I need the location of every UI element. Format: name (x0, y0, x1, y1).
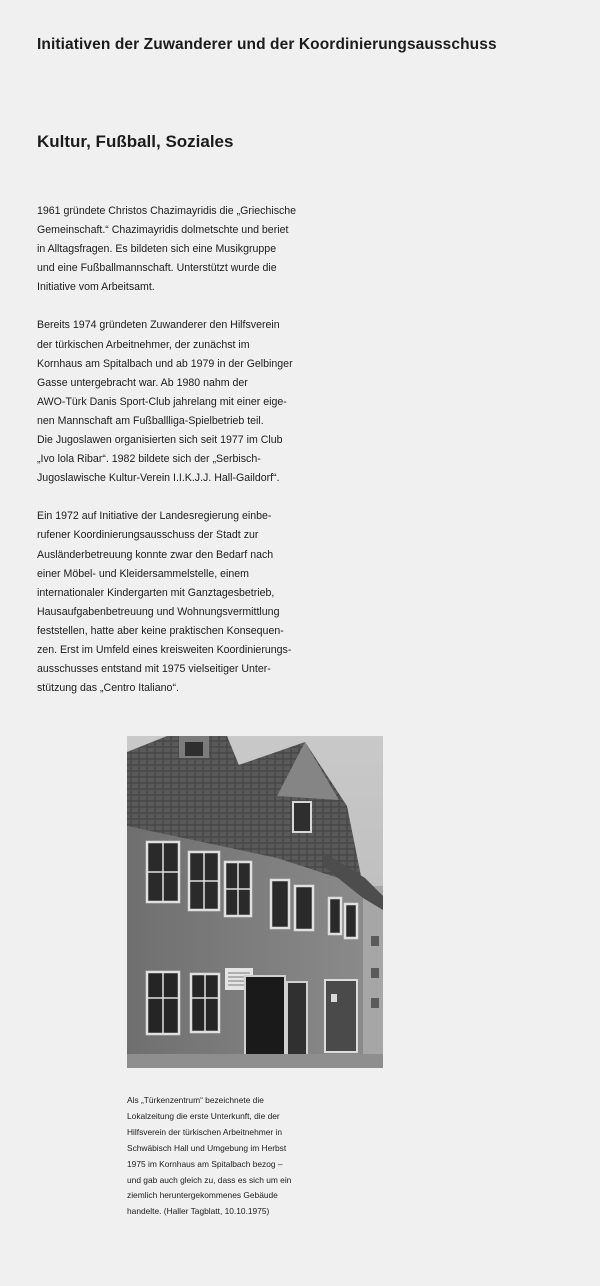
text-line: internationaler Kindergarten mit Ganztagesbetrieb, (37, 586, 275, 599)
header-title: Initiativen der Zuwanderer und der Koordinierungsausschuss (37, 36, 497, 53)
text-line: stützung das „Centro Italiano“. (37, 682, 179, 695)
text-line: Initiative vom Arbeitsamt. (37, 281, 155, 294)
text-line: Ein 1972 auf Initiative der Landesregierung einbe- (37, 510, 272, 523)
caption-line: Schwäbisch Hall und Umgebung im Herbst (127, 1142, 287, 1153)
text-line: ausschusses entstand mit 1975 vielseitiger Unter- (37, 663, 271, 676)
text-line: 1961 gründete Christos Chazimayridis die „Griechische (37, 205, 297, 217)
text-line: Bereits 1974 gründeten Zuwanderer den Hilfsverein (37, 319, 280, 332)
text-line: zen. Erst im Umfeld eines kreisweiten Koordinierungs- (37, 643, 292, 656)
caption-line: 1975 im Kornhaus am Spitalbach bezog – (127, 1158, 283, 1169)
caption-line: ziemlich heruntergekommenes Gebäude (127, 1190, 278, 1201)
text-line: in Alltagsfragen. Es bildeten sich eine Musikgruppe (37, 243, 277, 256)
text-line: nen Mannschaft am Fußballliga-Spielbetrieb teil. (37, 414, 264, 427)
caption-line: Lokalzeitung die erste Unterkunft, die der (127, 1110, 280, 1121)
paragraph-2 (37, 316, 317, 488)
text-line: Gasse untergebracht war. Ab 1980 nahm der (37, 376, 248, 389)
section-title: Kultur, Fußball, Soziales (37, 132, 234, 151)
building-photo (127, 736, 383, 1068)
text-line: Hausaufgabenbetreuung und Wohnungsvermittlung (37, 605, 280, 618)
caption-line: und gab auch gleich zu, dass es sich um ein (127, 1174, 292, 1185)
photo-caption (127, 1093, 327, 1220)
caption-line: handelte. (Haller Tagblatt, 10.10.1975) (127, 1206, 270, 1217)
text-line: Die Jugoslawen organisierten sich seit 1977 im Club (37, 434, 283, 447)
paragraph-3 (37, 507, 317, 698)
text-line: rufener Koordinierungsausschuss der Stadt zur (37, 529, 259, 542)
text-line: AWO-Türk Danis Sport-Club jahrelang mit einer eige- (37, 395, 287, 408)
text-line: feststellen, hatte aber keine praktischen Konsequen- (37, 624, 284, 637)
paragraph-1 (37, 202, 317, 297)
text-line: Gemeinschaft.“ Chazimayridis dolmetschte und beriet (37, 224, 289, 237)
text-line: einer Möbel- und Kleidersammelstelle, einem (37, 567, 249, 580)
caption-line: Als „Türkenzentrum“ bezeichnete die (127, 1095, 264, 1105)
text-line: „Ivo lola Ribar“. 1982 bildete sich der „Serbisch- (37, 453, 261, 466)
article-body (37, 202, 317, 717)
caption-line: Hilfsverein der türkischen Arbeitnehmer in (127, 1126, 283, 1137)
text-line: Ausländerbetreuung konnte zwar den Bedarf nach (37, 548, 274, 561)
text-line: Jugoslawische Kultur-Verein I.I.K.J.J. Hall-Gaildorf“. (37, 472, 280, 485)
text-line: Kornhaus am Spitalbach und ab 1979 in der Gelbinger (37, 357, 293, 370)
text-line: der türkischen Arbeitnehmer, der zunächst im (37, 338, 250, 351)
text-line: und eine Fußballmannschaft. Unterstützt wurde die (37, 262, 277, 275)
